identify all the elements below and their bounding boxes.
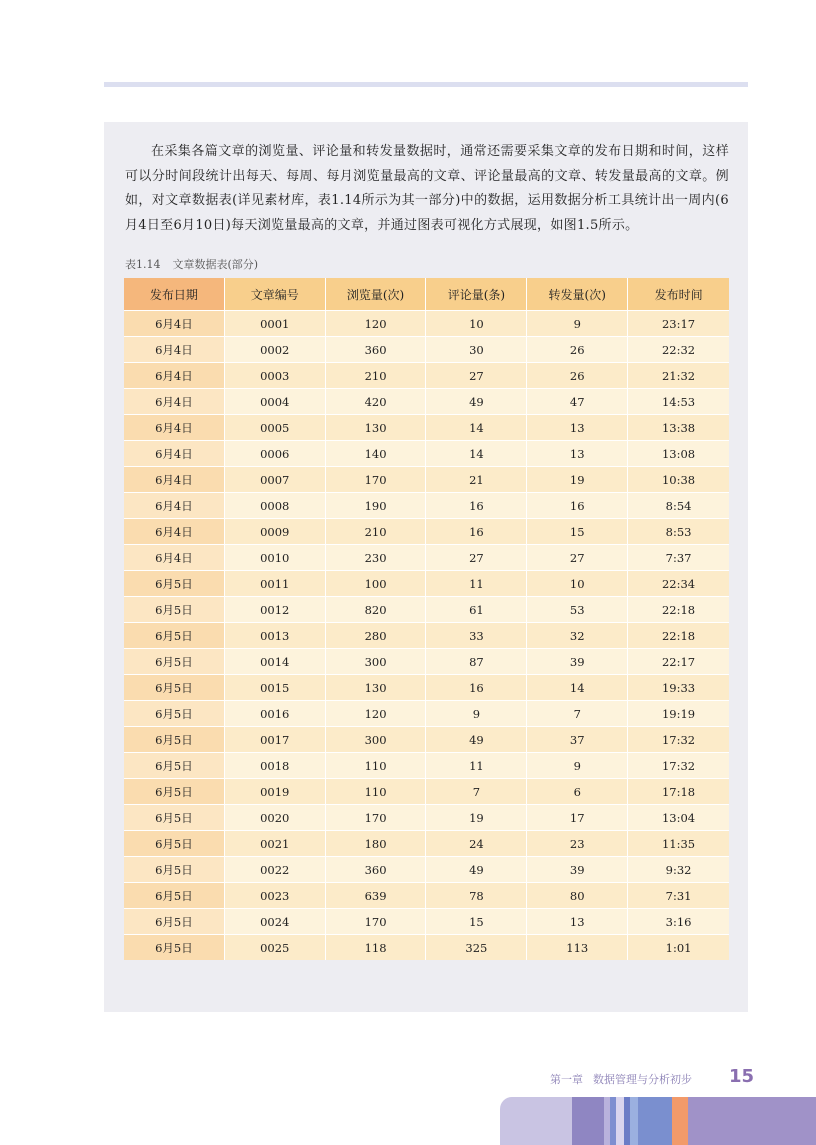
table-cell: 39 xyxy=(527,648,628,674)
table-cell: 6月5日 xyxy=(124,622,225,648)
table-cell: 21:32 xyxy=(628,362,729,388)
table-cell: 6月5日 xyxy=(124,752,225,778)
table-cell: 113 xyxy=(527,934,628,960)
table-cell: 78 xyxy=(426,882,527,908)
table-cell: 210 xyxy=(326,362,427,388)
table-cell: 0016 xyxy=(225,700,326,726)
table-cell: 100 xyxy=(326,570,427,596)
table-cell: 24 xyxy=(426,830,527,856)
table-cell: 0020 xyxy=(225,804,326,830)
table-cell: 22:18 xyxy=(628,622,729,648)
table-row xyxy=(124,440,729,466)
table-row xyxy=(124,752,729,778)
table-cell: 1:01 xyxy=(628,934,729,960)
table-row xyxy=(124,336,729,362)
table-cell: 180 xyxy=(326,830,427,856)
table-caption xyxy=(125,256,270,272)
table-cell: 7 xyxy=(527,700,628,726)
table-cell: 0002 xyxy=(225,336,326,362)
table-cell: 17 xyxy=(527,804,628,830)
article-data-table xyxy=(124,278,729,960)
table-cell: 0004 xyxy=(225,388,326,414)
table-row xyxy=(124,518,729,544)
table-cell: 6月4日 xyxy=(124,466,225,492)
table-cell: 639 xyxy=(326,882,427,908)
table-cell: 820 xyxy=(326,596,427,622)
table-cell: 0011 xyxy=(225,570,326,596)
table-cell: 170 xyxy=(326,804,427,830)
table-cell: 30 xyxy=(426,336,527,362)
table-row xyxy=(124,622,729,648)
chapter-number: 第一章 xyxy=(550,1073,583,1086)
table-cell: 7:37 xyxy=(628,544,729,570)
table-cell: 300 xyxy=(326,648,427,674)
table-cell: 0017 xyxy=(225,726,326,752)
column-header: 转发量(次) xyxy=(527,278,628,310)
table-cell: 0001 xyxy=(225,310,326,336)
table-cell: 120 xyxy=(326,700,427,726)
column-header: 浏览量(次) xyxy=(326,278,427,310)
table-cell: 13 xyxy=(527,440,628,466)
table-cell: 22:18 xyxy=(628,596,729,622)
table-cell: 9 xyxy=(527,310,628,336)
table-row xyxy=(124,544,729,570)
table-cell: 0024 xyxy=(225,908,326,934)
table-cell: 9 xyxy=(527,752,628,778)
table-cell: 15 xyxy=(527,518,628,544)
table-cell: 6月5日 xyxy=(124,856,225,882)
table-cell: 49 xyxy=(426,388,527,414)
table-cell: 10 xyxy=(527,570,628,596)
table-cell: 49 xyxy=(426,856,527,882)
table-cell: 110 xyxy=(326,778,427,804)
table-cell: 8:54 xyxy=(628,492,729,518)
table-cell: 22:34 xyxy=(628,570,729,596)
table-cell: 6月4日 xyxy=(124,362,225,388)
table-cell: 9:32 xyxy=(628,856,729,882)
table-cell: 0007 xyxy=(225,466,326,492)
table-cell: 0023 xyxy=(225,882,326,908)
table-cell: 110 xyxy=(326,752,427,778)
table-cell: 13:04 xyxy=(628,804,729,830)
table-cell: 6月4日 xyxy=(124,440,225,466)
table-cell: 0006 xyxy=(225,440,326,466)
table-cell: 33 xyxy=(426,622,527,648)
table-cell: 300 xyxy=(326,726,427,752)
table-row xyxy=(124,882,729,908)
table-cell: 325 xyxy=(426,934,527,960)
table-cell: 6月5日 xyxy=(124,882,225,908)
table-row xyxy=(124,908,729,934)
column-header: 发布日期 xyxy=(124,278,225,310)
table-body xyxy=(124,310,729,960)
table-row xyxy=(124,700,729,726)
table-cell: 9 xyxy=(426,700,527,726)
table-cell: 11:35 xyxy=(628,830,729,856)
table-cell: 170 xyxy=(326,908,427,934)
table-title: 文章数据表(部分) xyxy=(172,258,259,271)
table-cell: 140 xyxy=(326,440,427,466)
table-cell: 360 xyxy=(326,856,427,882)
table-cell: 7 xyxy=(426,778,527,804)
table-cell: 19:19 xyxy=(628,700,729,726)
table-cell: 10 xyxy=(426,310,527,336)
table-cell: 16 xyxy=(426,674,527,700)
table-cell: 0013 xyxy=(225,622,326,648)
table-cell: 22:32 xyxy=(628,336,729,362)
table-cell: 14 xyxy=(426,440,527,466)
page-number: 15 xyxy=(729,1066,755,1087)
table-cell: 17:18 xyxy=(628,778,729,804)
table-row xyxy=(124,778,729,804)
table-cell: 15 xyxy=(426,908,527,934)
table-row xyxy=(124,362,729,388)
decorative-color-bars xyxy=(500,1097,816,1145)
table-cell: 19 xyxy=(426,804,527,830)
table-cell: 23 xyxy=(527,830,628,856)
table-cell: 8:53 xyxy=(628,518,729,544)
table-cell: 49 xyxy=(426,726,527,752)
table-cell: 7:31 xyxy=(628,882,729,908)
table-cell: 13:38 xyxy=(628,414,729,440)
table-cell: 10:38 xyxy=(628,466,729,492)
table-row xyxy=(124,674,729,700)
table-cell: 420 xyxy=(326,388,427,414)
table-cell: 210 xyxy=(326,518,427,544)
table-cell: 0009 xyxy=(225,518,326,544)
table-cell: 0014 xyxy=(225,648,326,674)
table-row xyxy=(124,934,729,960)
table-cell: 16 xyxy=(426,492,527,518)
table-cell: 61 xyxy=(426,596,527,622)
table-cell: 32 xyxy=(527,622,628,648)
table-cell: 27 xyxy=(426,362,527,388)
table-cell: 23:17 xyxy=(628,310,729,336)
header-rule xyxy=(104,82,748,87)
table-cell: 14:53 xyxy=(628,388,729,414)
table-cell: 11 xyxy=(426,752,527,778)
table-cell: 130 xyxy=(326,674,427,700)
table-cell: 6月5日 xyxy=(124,778,225,804)
table-cell: 17:32 xyxy=(628,752,729,778)
table-row xyxy=(124,726,729,752)
column-header: 文章编号 xyxy=(225,278,326,310)
table-header-row xyxy=(124,278,729,310)
table-cell: 6月4日 xyxy=(124,310,225,336)
chapter-title: 数据管理与分析初步 xyxy=(593,1073,692,1086)
table-number: 表1.14 xyxy=(125,258,161,271)
table-cell: 0025 xyxy=(225,934,326,960)
column-header: 评论量(条) xyxy=(426,278,527,310)
table-cell: 280 xyxy=(326,622,427,648)
table-cell: 6月4日 xyxy=(124,544,225,570)
table-cell: 26 xyxy=(527,336,628,362)
table-cell: 19:33 xyxy=(628,674,729,700)
table-row xyxy=(124,856,729,882)
table-cell: 0008 xyxy=(225,492,326,518)
table-cell: 27 xyxy=(426,544,527,570)
body-paragraph: 在采集各篇文章的浏览量、评论量和转发量数据时，通常还需要采集文章的发布日期和时间，这样可以分时间段统计出每天、每周、每月浏览量最高的文章、评论量最高的文章、转发量最高的文章。例如，对文章数据表(详见素材库，表1.14所示为其一部分)中的数据，运用数据分析工具统计出一周内(6月4日至6月10日)每天浏览量最高的文章，并通过图表可视化方式展现，如图1.5所示。 xyxy=(125,144,729,233)
table-cell: 6月5日 xyxy=(124,570,225,596)
table-cell: 6月5日 xyxy=(124,804,225,830)
table-row xyxy=(124,804,729,830)
table-row xyxy=(124,570,729,596)
table-cell: 17:32 xyxy=(628,726,729,752)
table-cell: 6月4日 xyxy=(124,414,225,440)
table-cell: 6月4日 xyxy=(124,388,225,414)
table-cell: 13 xyxy=(527,414,628,440)
table-row xyxy=(124,466,729,492)
table-cell: 16 xyxy=(426,518,527,544)
table-cell: 27 xyxy=(527,544,628,570)
table-cell: 0021 xyxy=(225,830,326,856)
table-cell: 6 xyxy=(527,778,628,804)
table-cell: 6月5日 xyxy=(124,934,225,960)
table-cell: 0003 xyxy=(225,362,326,388)
table-cell: 39 xyxy=(527,856,628,882)
table-cell: 3:16 xyxy=(628,908,729,934)
table-cell: 87 xyxy=(426,648,527,674)
running-footer xyxy=(550,1071,702,1087)
table-cell: 37 xyxy=(527,726,628,752)
table-cell: 130 xyxy=(326,414,427,440)
table-cell: 6月5日 xyxy=(124,908,225,934)
table-cell: 6月4日 xyxy=(124,336,225,362)
table-cell: 0015 xyxy=(225,674,326,700)
table-cell: 0019 xyxy=(225,778,326,804)
table-cell: 6月4日 xyxy=(124,492,225,518)
table-cell: 360 xyxy=(326,336,427,362)
table-cell: 53 xyxy=(527,596,628,622)
table-cell: 0005 xyxy=(225,414,326,440)
table-cell: 22:17 xyxy=(628,648,729,674)
table-row xyxy=(124,830,729,856)
table-row xyxy=(124,492,729,518)
table-row xyxy=(124,310,729,336)
table-cell: 80 xyxy=(527,882,628,908)
table-cell: 230 xyxy=(326,544,427,570)
table-cell: 6月4日 xyxy=(124,518,225,544)
table-cell: 120 xyxy=(326,310,427,336)
table-cell: 0010 xyxy=(225,544,326,570)
table-cell: 14 xyxy=(527,674,628,700)
table-row xyxy=(124,388,729,414)
table-cell: 0018 xyxy=(225,752,326,778)
column-header: 发布时间 xyxy=(628,278,729,310)
table-cell: 6月5日 xyxy=(124,674,225,700)
table-cell: 13:08 xyxy=(628,440,729,466)
table-cell: 118 xyxy=(326,934,427,960)
table-cell: 6月5日 xyxy=(124,726,225,752)
table-row xyxy=(124,648,729,674)
table-cell: 47 xyxy=(527,388,628,414)
table-cell: 13 xyxy=(527,908,628,934)
table-cell: 6月5日 xyxy=(124,648,225,674)
table-cell: 26 xyxy=(527,362,628,388)
table-cell: 21 xyxy=(426,466,527,492)
table-cell: 6月5日 xyxy=(124,700,225,726)
table-cell: 6月5日 xyxy=(124,830,225,856)
table-cell: 190 xyxy=(326,492,427,518)
table-cell: 0012 xyxy=(225,596,326,622)
table-cell: 0022 xyxy=(225,856,326,882)
table-cell: 19 xyxy=(527,466,628,492)
table-cell: 16 xyxy=(527,492,628,518)
table-cell: 14 xyxy=(426,414,527,440)
table-row xyxy=(124,414,729,440)
table-cell: 11 xyxy=(426,570,527,596)
table-cell: 170 xyxy=(326,466,427,492)
table-cell: 6月5日 xyxy=(124,596,225,622)
table-row xyxy=(124,596,729,622)
